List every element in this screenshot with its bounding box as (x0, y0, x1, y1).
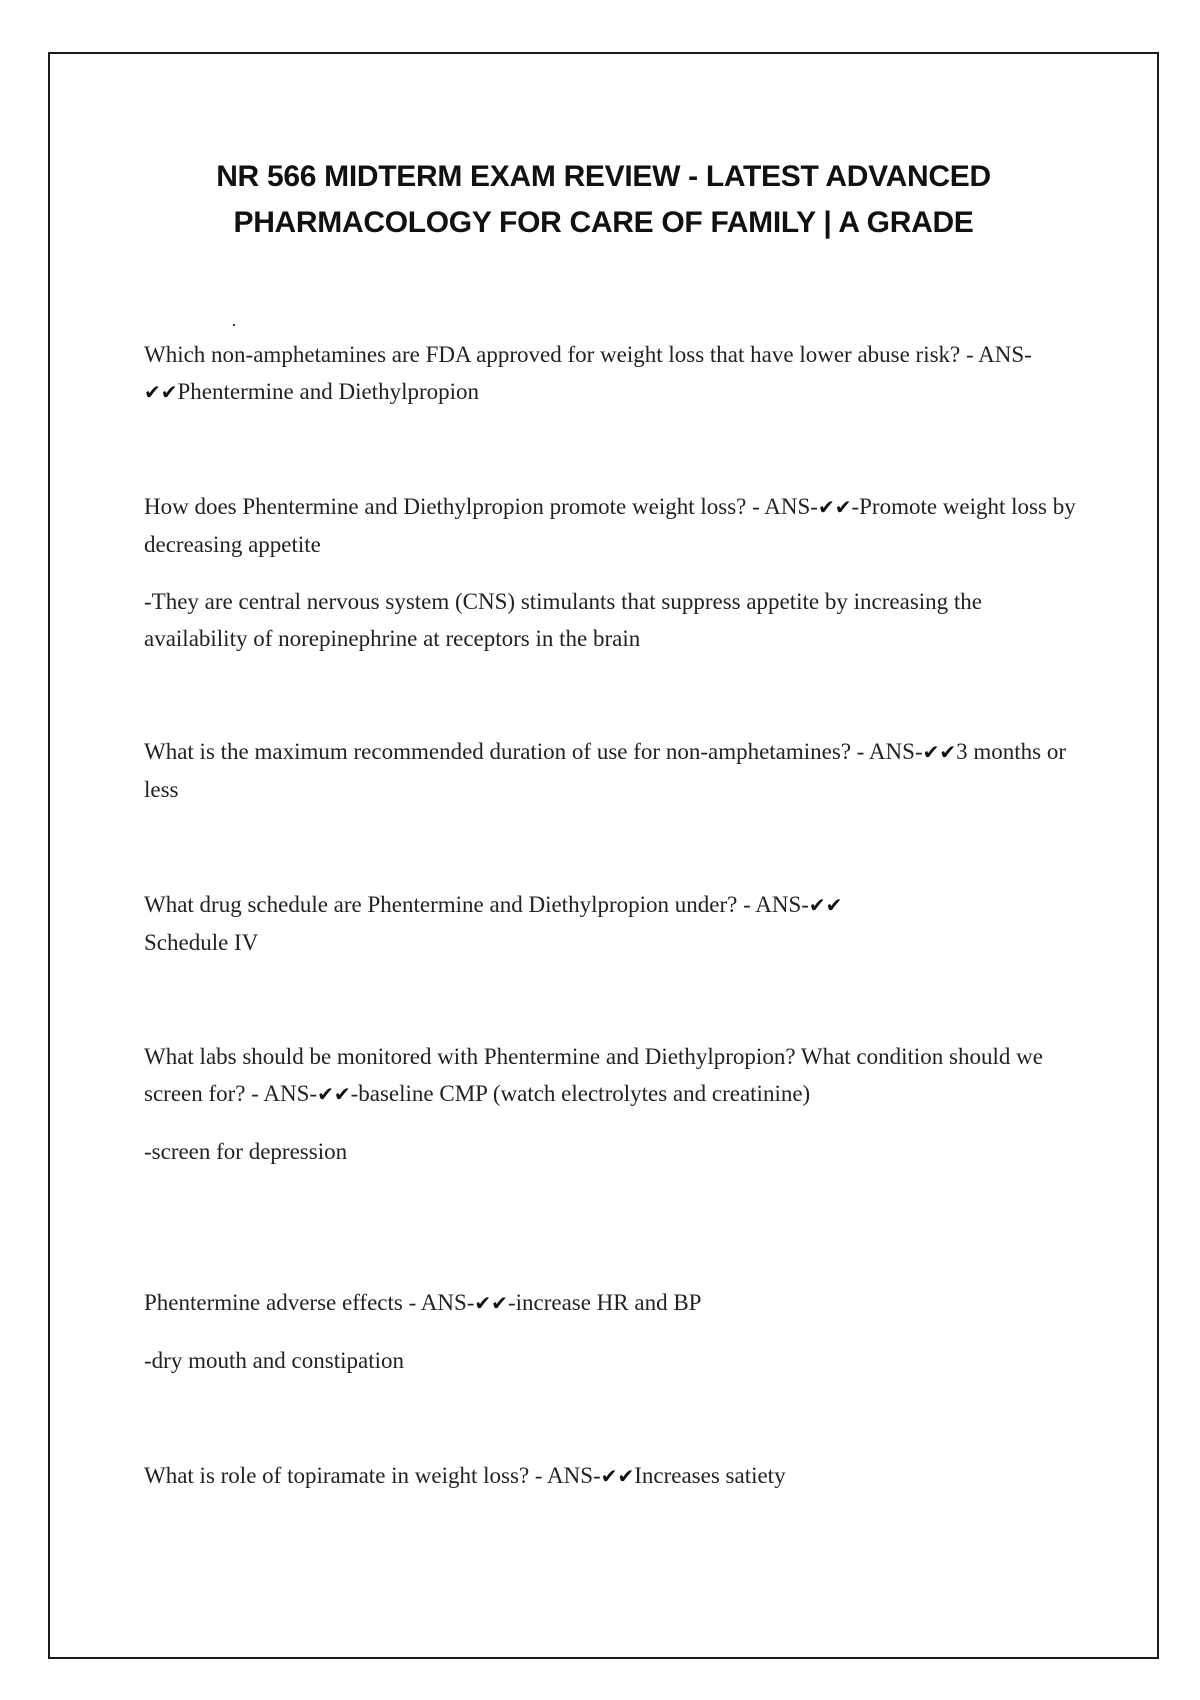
document-page (48, 52, 1159, 1659)
qa-paragraph (144, 336, 1084, 411)
answer-detail: -screen for depression (144, 1139, 348, 1164)
qa-paragraph (144, 488, 1084, 563)
question-text: What labs should be monitored with Phentermine and Diethylpropion? What condition should we screen for? - ANS- (144, 1044, 1043, 1106)
answer-text: Increases satiety (634, 1463, 786, 1488)
answer-text: -baseline CMP (watch electrolytes and creatinine) (350, 1081, 811, 1106)
question-text: What drug schedule are Phentermine and Diethylpropion under? - ANS- (144, 892, 809, 917)
qa-item (144, 886, 1084, 961)
answer-text: -Promote weight loss by decreasing appetite (144, 494, 1076, 557)
double-check-icon: ✔✔ (474, 1291, 508, 1315)
double-check-icon: ✔✔ (144, 380, 178, 404)
qa-paragraph (144, 886, 1084, 961)
question-text: How does Phentermine and Diethylpropion promote weight loss? - ANS- (144, 494, 818, 519)
qa-item (144, 336, 1084, 411)
page-title (110, 154, 1097, 246)
double-check-icon: ✔✔ (808, 893, 843, 917)
stray-dot (233, 324, 235, 326)
double-check-icon: ✔✔ (317, 1082, 351, 1106)
double-check-icon: ✔✔ (922, 740, 957, 764)
double-check-icon: ✔✔ (817, 495, 852, 519)
answer-text: Phentermine and Diethylpropion (177, 379, 480, 404)
answer-text: Schedule IV (144, 930, 259, 955)
title-line-1: NR 566 MIDTERM EXAM REVIEW - LATEST ADVANCED (216, 160, 991, 193)
qa-item (144, 488, 1084, 657)
qa-paragraph (144, 1284, 1084, 1322)
qa-paragraph (144, 1038, 1084, 1113)
answer-text: 3 months or less (144, 739, 1067, 802)
answer-detail: -They are central nervous system (CNS) stimulants that suppress appetite by increasing the availability of norepinephrine at receptors in the brain (144, 589, 983, 651)
double-check-icon: ✔✔ (600, 1464, 635, 1488)
answer-detail: -dry mouth and constipation (144, 1348, 404, 1373)
qa-paragraph (144, 733, 1084, 808)
qa-item (144, 1284, 1084, 1379)
qa-item (144, 733, 1084, 808)
qa-item (144, 1038, 1084, 1170)
answer-text: -increase HR and BP (507, 1290, 702, 1315)
question-text: Which non-amphetamines are FDA approved for weight loss that have lower abuse risk? - ANS- (144, 342, 1032, 367)
qa-paragraph (144, 1457, 1084, 1495)
title-line-2: PHARMACOLOGY FOR CARE OF FAMILY | A GRADE (233, 206, 974, 239)
question-text: Phentermine adverse effects - ANS- (144, 1290, 475, 1315)
question-text: What is role of topiramate in weight loss? - ANS- (144, 1463, 601, 1488)
question-text: What is the maximum recommended duration of use for non-amphetamines? - ANS- (144, 739, 923, 764)
qa-item (144, 1457, 1084, 1495)
